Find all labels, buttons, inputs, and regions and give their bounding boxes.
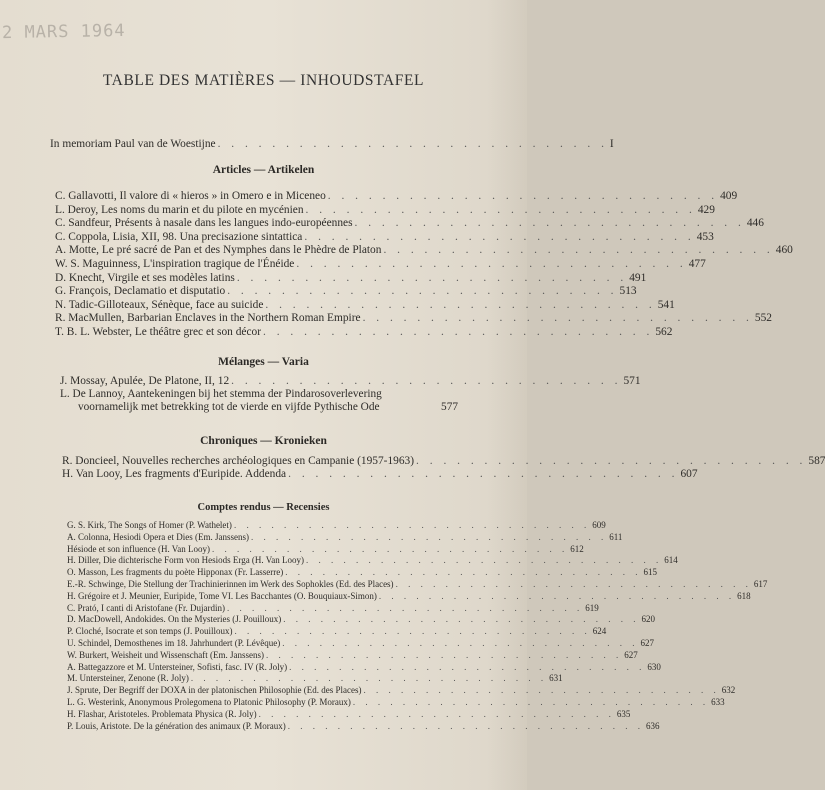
dot-leader <box>414 455 808 467</box>
entry-text: A. Colonna, Hesiodi Opera et Dies (Em. Janssens) <box>67 531 249 542</box>
section-heading-melanges: Mélanges — Varia <box>218 356 309 368</box>
entry-text: N. Tadic-Gilloteaux, Sénèque, face au suicide <box>55 298 264 311</box>
memoriam-text: In memoriam Paul van de Woestijne <box>50 138 216 150</box>
toc-entry <box>67 661 661 672</box>
dot-leader <box>377 591 737 601</box>
entry-text: H. Grégoire et J. Meunier, Euripide, Tome VI. Les Bacchantes (O. Bouquiaux-Simon) <box>67 590 377 601</box>
toc-entry <box>67 602 599 613</box>
entry-text: D. Knecht, Virgile et ses modèles latins <box>55 271 235 284</box>
entry-page: 571 <box>623 375 641 387</box>
date-stamp: 2 MARS 1964 <box>1 20 126 44</box>
toc-entry <box>55 203 715 216</box>
entry-text: W. S. Maguinness, L'inspiration tragique de l'Énéide <box>55 258 295 270</box>
toc-entry <box>67 638 654 648</box>
entry-page: 624 <box>592 626 607 637</box>
entry-text: J. Mossay, Apulée, De Platone, II, 12 <box>60 375 230 387</box>
toc-entry <box>67 720 660 731</box>
toc-entry <box>60 375 641 387</box>
dot-leader <box>361 312 755 324</box>
entry-text: C. Gallavotti, Il valore di « hieros » in Omero e in Miceneo <box>55 190 326 202</box>
entry-page: 429 <box>697 203 715 216</box>
entry-page: 619 <box>585 602 599 613</box>
entry-page: 587 <box>808 455 825 467</box>
dot-leader <box>280 638 640 648</box>
entry-page: 513 <box>619 285 637 298</box>
entry-text: U. Schindel, Demosthenes im 18. Jahrhundert (P. Lévêque) <box>67 638 281 648</box>
dot-leader <box>304 555 664 565</box>
entry-page: 627 <box>640 638 654 648</box>
entry-page: 607 <box>680 468 698 480</box>
entry-page: 491 <box>629 271 647 284</box>
entry-text: H. Van Looy, Les fragments d'Euripide. Addenda <box>62 468 287 480</box>
entry-text: A. Battegazzore et M. Untersteiner, Sofisti, fasc. IV (R. Joly) <box>67 661 288 672</box>
dot-leader <box>353 217 747 229</box>
toc-entry <box>67 520 606 530</box>
toc-entry <box>67 626 607 637</box>
entry-page: 617 <box>753 579 768 589</box>
memoriam-page: I <box>609 138 614 150</box>
entry-page: 615 <box>643 567 657 578</box>
entry-page: 477 <box>688 258 706 270</box>
dot-leader <box>225 603 585 613</box>
entry-text: E.-R. Schwinge, Die Stellung der Trachinierinnen im Werk des Sophokles (Ed. des Places) <box>67 579 394 589</box>
toc-entry <box>62 468 698 480</box>
entry-page: 562 <box>655 326 673 338</box>
entry-text: L. Deroy, Les noms du marin et du pilote en mycénien <box>55 203 304 216</box>
entry-page: 614 <box>664 555 678 566</box>
entry-text: D. MacDowell, Andokides. On the Mysteries (J. Pouilloux) <box>67 614 282 625</box>
dot-leader <box>362 685 722 695</box>
entry-page: 632 <box>721 685 736 696</box>
toc-entry <box>67 649 638 660</box>
toc-entry <box>67 685 736 696</box>
entry-page: 630 <box>647 661 661 672</box>
toc-entry <box>67 697 725 707</box>
toc-entry <box>55 244 793 257</box>
entry-page: 460 <box>775 244 793 257</box>
memoriam-entry <box>50 138 614 150</box>
entry-page: 636 <box>645 720 660 731</box>
dot-leader <box>249 532 609 542</box>
toc-entry <box>62 455 825 467</box>
entry-page: 633 <box>711 697 725 707</box>
toc-entry <box>55 271 647 284</box>
dot-leader <box>381 244 775 256</box>
entry-text: A. Motte, Le pré sacré de Pan et des Nymphes dans le Phèdre de Platon <box>55 244 382 257</box>
page-title: TABLE DES MATIÈRES — INHOUDSTAFEL <box>102 72 425 89</box>
entry-text: O. Masson, Les fragments du poète Hipponax (Fr. Lasserre) <box>67 567 284 578</box>
entry-text-line2: voornamelijk met betrekking tot de vierde en vijfde Pythische Ode <box>78 401 380 413</box>
entry-page: 552 <box>754 312 772 325</box>
entry-page: 541 <box>657 298 675 311</box>
section-heading-comptes: Comptes rendus — Recensies <box>197 502 330 513</box>
dot-leader <box>216 138 610 150</box>
entry-page: 609 <box>592 520 606 530</box>
dot-leader <box>263 299 657 311</box>
dot-leader <box>257 709 617 719</box>
toc-entry <box>67 531 623 542</box>
toc-entry <box>67 579 768 589</box>
toc-entry <box>55 190 738 202</box>
entry-page: 453 <box>696 230 714 243</box>
entry-text: J. Sprute, Der Begriff der DOXA in der platonischen Philosophie (Ed. des Places) <box>67 685 362 696</box>
toc-entry <box>67 673 563 684</box>
entry-page: 612 <box>570 543 584 554</box>
dot-leader <box>283 567 643 577</box>
toc-entry <box>67 614 655 625</box>
dot-leader <box>229 375 623 387</box>
dot-leader <box>225 285 619 297</box>
toc-entry-multiline <box>60 388 458 414</box>
entry-text: R. MacMullen, Barbarian Enclaves in the Northern Roman Empire <box>55 312 361 325</box>
toc-entry <box>55 312 772 325</box>
toc-entry <box>55 326 673 338</box>
dot-leader <box>281 614 641 624</box>
entry-text: M. Untersteiner, Zenone (R. Joly) <box>67 673 189 684</box>
dot-leader <box>232 520 592 530</box>
entry-text: T. B. L. Webster, Le théâtre grec et son décor <box>55 326 261 338</box>
dot-leader <box>264 650 624 660</box>
entry-page: 627 <box>624 649 638 660</box>
section-heading-chroniques: Chroniques — Kronieken <box>200 435 327 447</box>
entry-page: 631 <box>549 673 563 684</box>
entry-page: 618 <box>737 590 751 601</box>
entry-text: P. Louis, Aristote. De la génération des animaux (P. Moraux) <box>67 720 286 731</box>
dot-leader <box>232 626 592 636</box>
toc-entry <box>55 230 714 243</box>
entry-text: P. Cloché, Isocrate et son temps (J. Pouilloux) <box>67 626 233 637</box>
entry-page: 409 <box>720 190 738 202</box>
section-heading-articles: Articles — Artikelen <box>212 164 315 176</box>
entry-text: L. G. Westerink, Anonymous Prolegomena to Platonic Philosophy (P. Moraux) <box>67 697 351 707</box>
toc-entry <box>67 543 584 554</box>
toc-entry <box>67 590 751 601</box>
toc-entry <box>55 217 764 230</box>
toc-entry <box>67 708 631 719</box>
entry-page: 611 <box>609 531 623 542</box>
entry-text: C. Sandfeur, Présents à nasale dans les langues indo-européennes <box>55 217 353 230</box>
dot-leader <box>351 697 711 707</box>
dot-leader <box>394 579 754 589</box>
toc-entry <box>55 298 675 311</box>
page-shadow <box>487 0 527 790</box>
dot-leader <box>286 721 646 731</box>
toc-entry <box>67 555 678 566</box>
entry-text: W. Burkert, Weisheit und Wissenschaft (Em. Janssens) <box>67 649 264 660</box>
entry-text: G. François, Declamatio et disputatio <box>55 285 226 298</box>
entry-page: 446 <box>746 217 764 230</box>
entry-text: C. Prató, I canti di Aristofane (Fr. Dujardin) <box>67 602 225 613</box>
dot-leader <box>287 662 647 672</box>
entry-text: H. Diller, Die dichterische Form von Hesiods Erga (H. Van Looy) <box>67 555 305 566</box>
toc-entry <box>55 285 637 298</box>
entry-page: 620 <box>641 614 655 625</box>
entry-text-line1: L. De Lannoy, Aantekeningen bij het stemma der Pindarosoverlevering <box>60 388 382 400</box>
entry-page: 635 <box>616 708 631 719</box>
entry-text: H. Flashar, Aristoteles. Problemata Physica (R. Joly) <box>67 708 257 719</box>
toc-entry <box>67 567 657 578</box>
dot-leader <box>235 272 629 284</box>
entry-text: G. S. Kirk, The Songs of Homer (P. Wathelet) <box>67 520 232 530</box>
entry-text: R. Doncieel, Nouvelles recherches archéologiques en Campanie (1957-1963) <box>62 455 415 467</box>
toc-entry <box>55 258 706 270</box>
dot-leader <box>286 468 680 480</box>
entry-text: C. Coppola, Lisia, XII, 98. Una precisazione sintattica <box>55 230 303 243</box>
entry-page: 577 <box>441 401 458 413</box>
entry-text: Hésiode et son influence (H. Van Looy) <box>67 543 211 554</box>
dot-leader <box>261 326 655 338</box>
